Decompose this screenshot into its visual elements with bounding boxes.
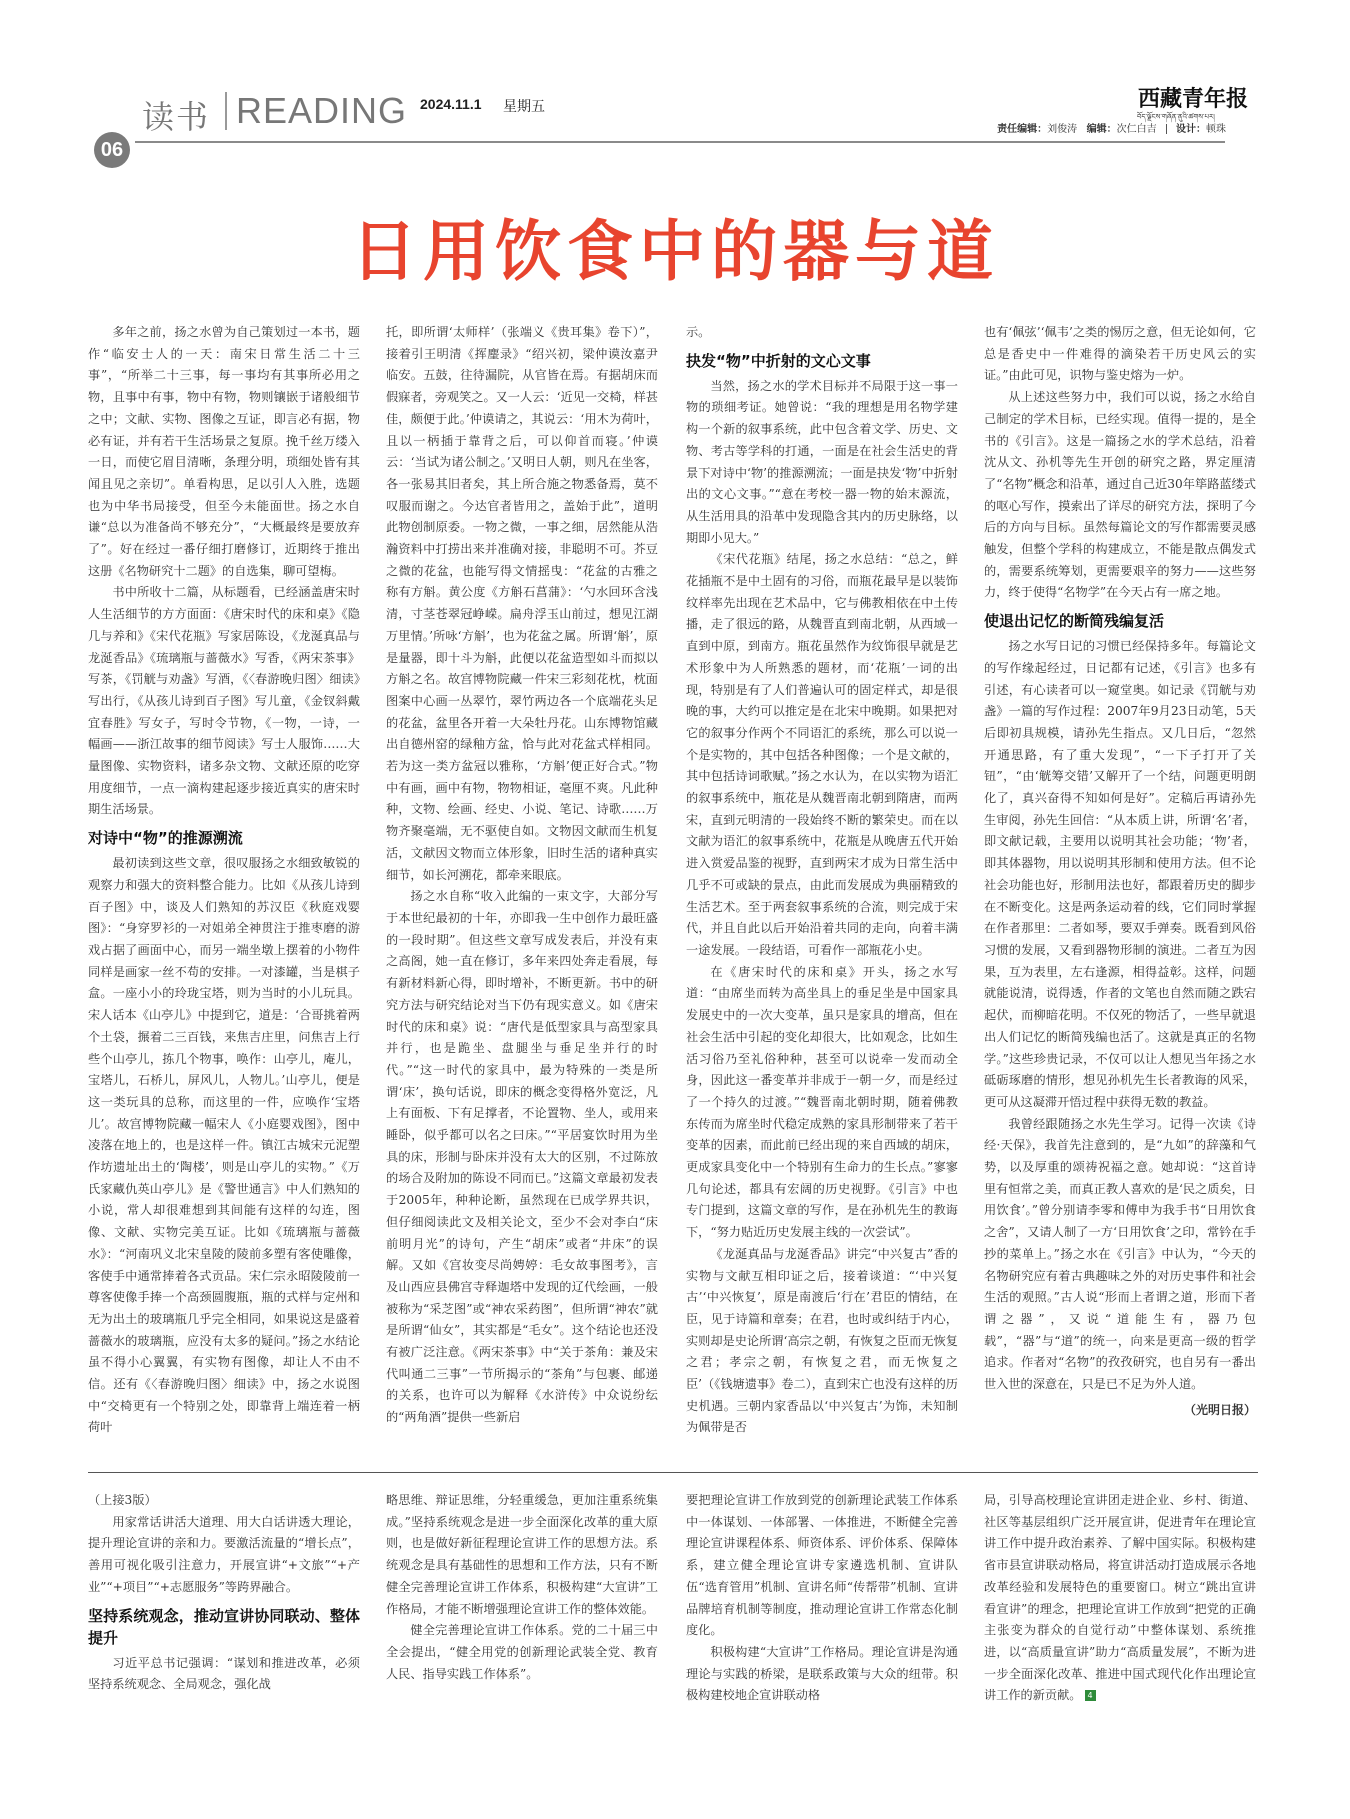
copyeditor-label: 编辑： — [1086, 124, 1117, 135]
designer-name: 顿珠 — [1206, 124, 1226, 135]
paragraph: 《宋代花瓶》结尾，扬之水总结：“总之，鲜花插瓶不是中土固有的习俗，而瓶花最早是以装饰纹样率先出现在艺术品中，它与佛教相依在中土传播，走了很远的路，从魏晋直到南北朝，从西域一直到中原，到南方。瓶花虽然作为纹饰很早就是艺术形象中为人所熟悉的题材，而‘花瓶’一词的出现，特别是有了人们普遍认可的固定样式，却是很晚的事，大约可以推定是在北宋中晚期。如果把对它的叙事分作两个不同语汇的系统，那么可以说一个是实物的，其中包括各种图像；一个是文献的，其中包括诗词歌赋。”扬之水认为，在以实物为语汇的叙事系统中，瓶花是从魏晋南北朝到隋唐，而两宋，直到元明清的一段始终不断的繁荣史。而在以文献为语汇的叙事系统中，花瓶是从晚唐五代开始进入赏爱品鉴的视野，直到两宋才成为日常生活中几乎不可或缺的景点，由此而发展成为典丽精致的生活艺术。至于两套叙事系统的合流，则完成于宋代，并且自此以后开始沿着共同的走向，向着丰满一途发展。一段结语，可看作一部瓶花小史。 — [686, 552, 958, 957]
paragraph: 略思维、辩证思维，分轻重缓急，更加注重系统集成。”坚持系统观念是进一步全面深化改革的重大原则，也是做好新征程理论宣讲工作的思想方法。系统观念是具有基础性的思想和工作方法，只有不断健全完善理论宣讲工作体系，积极构建“大宣讲”工作格局，才能不断增强理论宣讲工作的整体效能。 — [386, 1493, 658, 1616]
article-column-2 — [386, 322, 658, 1429]
paragraph: 要把理论宣讲工作放到党的创新理论武装工作体系中一体谋划、一体部署、一体推进，不断健全完善理论宣讲课程体系、师资体系、评价体系、保障体系，建立健全理论宣讲专家遴选机制、宣讲队伍“选育管用”机制、宣讲名师“传帮带”机制、宣讲品牌培育机制等制度，推动理论宣讲工作常态化制度化。 — [686, 1493, 958, 1638]
section-title-en: READING — [236, 90, 408, 131]
editor-label: 责任编辑： — [997, 124, 1048, 135]
paragraph: 书中所收十二篇，从标题看，已经涵盖唐宋时人生活细节的方方面面：《唐宋时代的床和桌》《隐几与养和》《宋代花瓶》写家居陈设，《龙涎真品与龙涎香品》《琉璃瓶与蔷薇水》写香，《两宋茶事》写茶，《罚觥与劝盏》写酒，《〈春游晚归图〉细读》写出行，《从孩儿诗到百子图》写儿童，《金钗斜戴宜春胜》写女子，写时令节物，《一物，一诗，一幅画——浙江故事的细节阅读》写士人服饰……大量图像、实物资料，诸多杂文物、文献还原的吃穿用度细节，一点一滴构建起逐步接近真实的唐宋时期生活场景。 — [88, 585, 360, 817]
copyeditor-name: 次仁白吉 — [1116, 124, 1157, 135]
issue-weekday: 星期五 — [503, 99, 545, 115]
section-divider-rule — [88, 1472, 1258, 1473]
article-title: 日用饮食中的器与道 — [351, 213, 999, 290]
credits-separator — [1166, 124, 1167, 134]
paragraph: 托，即所谓‘太师样’（张端义《贵耳集》卷下）”，接着引王明清《挥麈录》“绍兴初，梁仲谟汝嘉尹临安。五鼓，往待漏院，从官皆在焉。有据胡床而假寐者，旁观笑之。又一人云：‘近见一交椅，样甚佳，颇便于此。’仲谟请之，其说云：‘用木为荷叶，且以一柄插于靠背之后，可以仰首而寝。’仲谟云：‘当试为诸公制之。’又明日人朝，则凡在坐客，各一张易其旧者矣，其上所合施之物悉备焉，莫不叹服而谢之。今达官者皆用之，盖始于此”，道明此物创制原委。一物之微，一事之细，居然能从浩瀚资料中打捞出来并准确对接，非聪明不可。芥豆之微的花盆，也能写得文情摇曳：“花盆的古雅之称有方斛。黄公度《方斛石菖蒲》：‘勺水回环含浅清，寸茎苍翠冠峥嵘。扁舟浮玉山前过，想见江湖万里情。’所咏‘方斛’，也为花盆之属。所谓‘斛’，原是量器，即十斗为斛，此便以花盆造型如斗而拟以方斛之名。故宫博物院藏一件宋三彩刻花枕，枕面图案中心画一丛翠竹，翠竹两边各一个底端花头足的花盆，盆里各开着一大朵牡丹花。山东博物馆藏出自德州窑的绿釉方盆，恰与此对花盆式样相同。若为这一类方盆冠以雅称，‘方斛’便正好合式。”物中有画，画中有物，物物相证，毫厘不爽。凡此种种，文物、绘画、经史、小说、笔记、诗歌……万物齐聚毫端，无不驱使自如。文物因文献而生机复活，文献因文物而立体形象，旧时生活的诸种真实细节，如长河溯花，都牵来眼底。 — [386, 325, 658, 882]
bottom-column-4 — [984, 1490, 1256, 1707]
header-rule — [135, 141, 1225, 143]
issue-date: 2024.11.1 — [420, 96, 482, 112]
paragraph: 用家常话讲活大道理、用大白话讲透大理论，提升理论宣讲的亲和力。要激活流量的“增长点”，善用可视化吸引注意力，开展宣讲“+文旅”“+产业”“+项目”“+志愿服务”等跨界融合。 — [88, 1514, 360, 1594]
paragraph — [984, 1490, 1256, 1707]
paragraph-text: 局，引导高校理论宣讲团走进企业、乡村、街道、社区等基层组织广泛开展宣讲，促进青年在理论宣讲工作中提升政治素养、了解中国实际。积极构建省市县宣讲联动格局，将宣讲活动打造成展示各地改革经验和发展特色的重要窗口。树立“跳出宣讲看宣讲”的理念，把理论宣讲工作放到“把党的正确主张变为群众的自觉行动”中整体谋划、系统推进，以“高质量宣讲”助力“高质量发展”，不断为进一步全面深化改革、推进中国式现代化作出理论宣讲工作的新贡献。 — [984, 1493, 1256, 1703]
paragraph: 从上述这些努力中，我们可以说，扬之水给自己制定的学术目标，已经实现。值得一提的，是全书的《引言》。这是一篇扬之水的学术总结，沿着沈从文、孙机等先生开创的研究之路，界定厘清了“名物”概念和沿革，通过自己近30年筚路蓝缕式的呕心写作，摸索出了详尽的研究方法，探明了今后的方向与目标。虽然每篇论文的写作都需要灵感触发，但整个学科的构建成立，不能是散点偶发式的，需要系统筹划，更需要艰辛的努力——这些努力，终于使得“名物学”在今天占有一席之地。 — [984, 390, 1256, 600]
paragraph: 《龙涎真品与龙涎香品》讲完“中兴复古”香的实物与文献互相印证之后，接着谈道：“‘中兴复古’‘中兴恢复’，原是南渡后‘行在’君臣的情结，在臣，见于诗篇和章奏；在君，也时或纠结于内心，实则却是史论所谓‘高宗之朝，有恢复之臣而无恢复之君；孝宗之朝，有恢复之君，而无恢复之臣’（《钱塘遗事》卷二），直到宋亡也没有这样的历史机遇。三朝内家香品以‘中兴复古’为饰，未知制为佩带是否 — [686, 1246, 958, 1435]
paragraph: 习近平总书记强调：“谋划和推进改革，必须坚持系统观念、全局观念，强化战 — [88, 1655, 360, 1692]
page-number-badge: 06 — [94, 132, 130, 168]
paragraph: 扬之水自称“收入此编的一束文字，大部分写于本世纪最初的十年，亦即我一生中创作力最旺盛的一段时期”。但这些文章写成发表后，并没有束之高阁，她一直在修订，多年来四处奔走看展，每有新材料新心得，即时增补，不断更新。书中的研究方法与研究结论对当下仍有现实意义。如《唐宋时代的床和桌》说：“唐代是低型家具与高型家具并行，也是跪坐、盘腿坐与垂足坐并行的时代。”“这一时代的家具中，最为特殊的一类是所谓‘床’，换句话说，即床的概念变得格外宽泛，凡上有面板、下有足撑者，不论置物、坐人，或用来睡卧，似乎都可以名之曰床。”“平居宴饮时用为坐具的床，形制与卧床并没有太大的区别，不过陈放的场合及附加的陈设不同而已。”这篇文章最初发表于2005年，种种论断，虽然现在已成学界共识，但仔细阅读此文及相关论文，至少不会对李白“床前明月光”的诗句，产生“胡床”或者“井床”的误解。又如《宫妆变尽尚娉婷：毛女故事图考》，言及山西应县佛宫寺释迦塔中发现的辽代绘画，一般被称为“采芝图”或“神农采药图”，但所谓“神农”就是所谓“仙女”，其实都是“毛女”。这个结论也还没有被广泛注意。《两宋茶事》中“关于茶角：兼及宋代叫通二三事”一节所揭示的“茶角”与包裹、邮递的关系，也许可以为解释《水浒传》中众说纷纭的“两角酒”提供一些新启 — [386, 889, 658, 1425]
continued-from: （上接3版） — [88, 1493, 157, 1507]
paragraph: 扬之水写日记的习惯已经保持多年。每篇论文的写作缘起经过，日记都有记述，《引言》也多有引述，有心读者可以一窥堂奥。如记录《罚觥与劝盏》一篇的写作过程：2007年9月23日动笔，5天后即初具规模，请孙先生指点。又几日后，“忽然开通思路，有了重大发现”，“一下子打开了关钮”，“由‘觥筹交错’又解开了一个结，问题更明朗化了，真兴奋得不知如何是好”。定稿后再请孙先生审阅，孙先生回信：“从本质上讲，所谓‘名’者，即文献记载，主要用以说明其社会功能；‘物’者，即其体器物，用以说明其形制和使用方法。但不论社会功能也好，形制用法也好，都跟着历史的脚步在不断变化。这是两条运动着的线，它们同时掌握在作者那里：二者如琴，要双手弹奏。既看到风俗习惯的发展，又看到器物形制的演进。二者互为因果，互为表里，左右逢源，相得益彰。这样，问题就能说清，说得透，作者的文笔也自然而随之跌宕起伏，而柳暗花明。不仅死的物活了，一些早就退出人们记忆的断简残编也活了。这就是真正的名物学。”这些珍贵记录，不仅可以让人想见当年扬之水砥砺琢磨的情形，想见孙机先生长者教诲的风采，更可从这凝滞开悟过程中获得无数的教益。 — [984, 639, 1256, 1109]
end-mark-icon: 4 — [1085, 1690, 1096, 1701]
article-column-1 — [88, 322, 360, 1439]
paragraph: 示。 — [686, 325, 711, 339]
designer-label: 设计： — [1176, 124, 1206, 135]
section-divider — [225, 92, 227, 130]
article-column-3 — [686, 322, 958, 1439]
paragraph: 积极构建“大宣讲”工作格局。理论宣讲是沟通理论与实践的桥梁，是联系政策与大众的纽带。积极构建校地企宣讲联动格 — [686, 1644, 958, 1703]
paragraph: 当然，扬之水的学术目标并不局限于这一事一物的琐细考证。她曾说：“我的理想是用名物学建构一个新的叙事系统，此中包含着文学、历史、文物、考古等学科的打通，一面是在社会生活史的背景下对诗中‘物’的推源溯流；一面是抉发‘物’中折射出的文心文事。”“意在考校一器一物的始末源流，从生活用具的沿革中发现隐含其内的历史脉络，以期即小见大。” — [686, 378, 958, 545]
article-source: （光明日报） — [1183, 1402, 1256, 1417]
newspaper-masthead: 西藏青年报 — [1138, 86, 1249, 112]
paragraph: 我曾经跟随扬之水先生学习。记得一次读《诗经·天保》，我首先注意到的，是“九如”的辞藻和气势，以及厚重的颂祷祝福之意。她却说：“这首诗里有恒常之美，而真正教人喜欢的是‘民之质矣，日用饮食’。”曾分别请李零和傅申为我手书“日用饮食之舍”，又请人制了一方‘日用饮食’之印，常钤在手抄的菜单上。”扬之水在《引言》中认为，“今天的名物研究应有着古典趣味之外的对历史事件和社会生活的观照。”古人说“形而上者谓之道，形而下者谓之器”，又说“道能生有，器乃包载”，“器”与“道”的统一，向来是更高一级的哲学追求。作者对“名物”的孜孜研究，也自另有一番出世入世的深意在，只是已不足为外人道。 — [984, 1116, 1256, 1392]
article-column-4 — [984, 322, 1256, 1421]
paragraph: 健全完善理论宣讲工作体系。党的二十届三中全会提出，“健全用党的创新理论武装全党、教育人民、指导实践工作体系”。 — [386, 1623, 658, 1681]
editor-credits — [997, 120, 1226, 135]
subheading: 坚持系统观念，推动宣讲协同联动、整体提升 — [88, 1606, 360, 1647]
paragraph: 在《唐宋时代的床和桌》开头，扬之水写道：“由席坐而转为高坐具上的垂足坐是中国家具发展史中的一次大变革，虽只是家具的增高，但在社会生活中引起的变化却很大，比如观念，比如生活习俗乃至礼俗种种，甚至可以说牵一发而动全身，因此这一番变革并非成于一朝一夕，而是经过了一个持久的过渡。”“魏晋南北朝时期，随着佛教东传而为席坐时代稳定成熟的家具形制带来了若干变革的因素，而此前已经出现的来自西域的胡床，更成家具变化中一个特别有生命力的生长点。”寥寥几句论述，都具有宏阔的历史视野。《引言》中也专门提到，这篇文章的写作，是在孙机先生的教诲下，“努力贴近历史发展主线的一次尝试”。 — [686, 964, 958, 1240]
subheading: 抉发“物”中折射的文心文事 — [686, 351, 871, 370]
paragraph: 最初读到这些文章，很叹服扬之水细致敏锐的观察力和强大的资料整合能力。比如《从孩儿诗到百子图》中，谈及人们熟知的苏汉臣《秋庭戏婴图》：“身穿罗衫的一对姐弟全神贯注于推枣磨的游戏占据了画面中心，而另一端坐墩上摆着的小物件同样是画家一丝不苟的安排。一对漆罐，当是棋子盒。一座小小的玲珑宝塔，则为当时的小儿玩具。宋人话本《山亭儿》中提到它，道是：‘合哥挑着两个土袋，搌着二三百钱，来焦吉庄里，问焦吉上行些个山亭儿，拣几个物事，唤作：山亭儿，庵儿，宝塔儿，石桥儿，屏风儿，人物儿。’山亭儿，便是这一类玩具的总称，而这里的一件，应唤作‘宝塔儿’。故宫博物院藏一幅宋人《小庭婴戏图》，图中凌落在地上的，也是这样一件。镇江古城宋元泥塑作坊遗址出土的‘陶楼’，则是山亭儿的实物。”《万氏家藏仇英山亭儿》是《警世通言》中人们熟知的小说，常人却很难想到其间能有这样的勾连，图像、文献、实物完美互证。比如《琉璃瓶与蔷薇水》：“河南巩义北宋皇陵的陵前多塑有客使雕像，客使手中通常捧着各式贡品。宋仁宗永昭陵陵前一尊客使像手捧一个高颈圆腹瓶，瓶的式样与定州和无为出土的玻璃瓶几乎完全相同，如果说这是盛着蔷薇水的玻璃瓶，应没有太多的疑问。”扬之水结论虽不得小心翼翼，有实物有图像，却让人不由不信。还有《〈春游晚归图〉细读》中，扬之水说图中“交椅更有一个特别之处，即靠背上端连着一柄荷叶 — [88, 856, 360, 1435]
newspaper-masthead-tibetan: བོད་ལྗོངས་གཞོན་ནུའི་ཚགས་པར། — [1137, 113, 1215, 121]
subheading: 对诗中“物”的推源溯流 — [88, 829, 243, 848]
editor-name: 刘俊涛 — [1047, 124, 1078, 135]
paragraph: 多年之前，扬之水曾为自己策划过一本书，题作“临安士人的一天：南宋日常生活二十三事”，“所举二十三事，每一事均有其事所必用之物，且事中有事，物中有物，物则镶嵌于诸般细节之中；文献、实物、图像之互证，即言必有据，物必有证，并有若干生活场景之复原。挽千丝万缕入一日，而使它眉目清晰，条理分明，琐细处皆有其闻且见之亲切”。单看构思，足以引人入胜，选题也为中华书局接受，但至今未能面世。扬之水自谦“总以为准备尚不够充分”，“大概最终是要放弃了”。好在经过一番仔细打磨修订，近期终于推出这册《名物研究十二题》的自选集，聊可望梅。 — [88, 325, 360, 578]
bottom-column-2 — [386, 1490, 658, 1685]
subheading: 使退出记忆的断简残编复活 — [984, 612, 1165, 631]
bottom-column-1 — [88, 1490, 360, 1696]
paragraph: 也有‘佩弦’‘佩韦’之类的惕厉之意，但无论如何，它总是香史中一件难得的滴染若干历史风云的实证。”由此可见，识物与鉴史熔为一炉。 — [984, 325, 1256, 383]
bottom-column-3 — [686, 1490, 958, 1707]
section-title-cn: 读书 — [142, 98, 211, 136]
